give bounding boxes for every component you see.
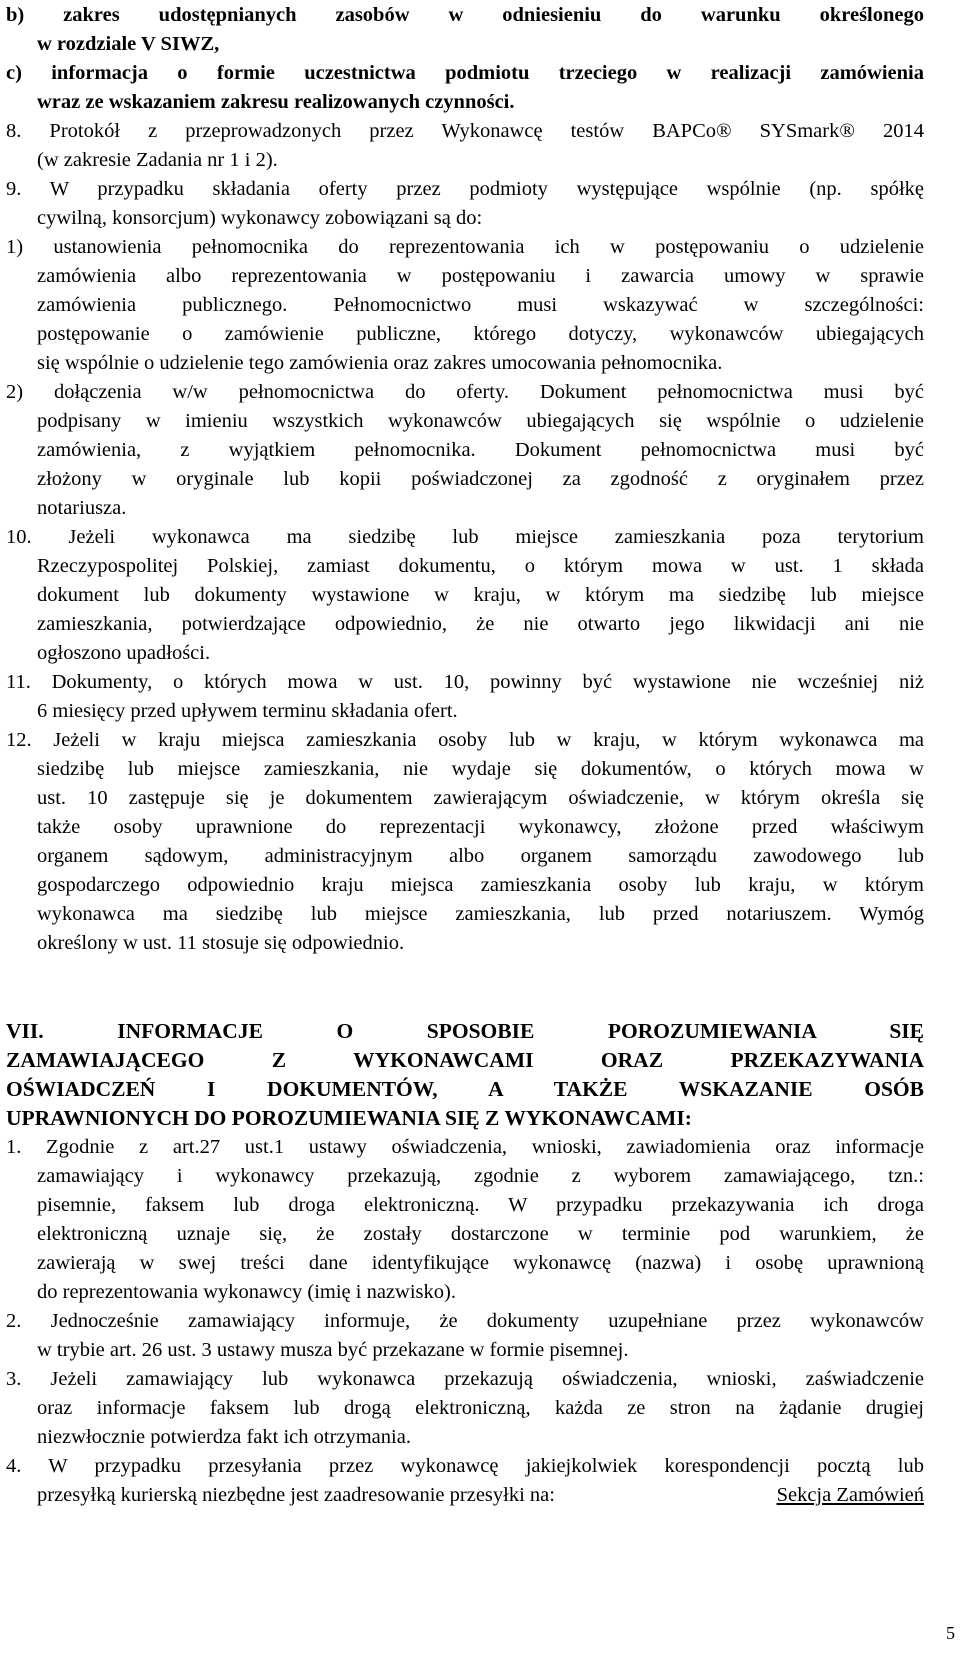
paragraph-line: 9. W przypadku składania oferty przez podmioty występujące wspólnie (np. spółkę: [6, 178, 924, 200]
paragraph-line: 3. Jeżeli zamawiający lub wykonawca przekazują oświadczenia, wnioski, zaświadczenie: [6, 1368, 924, 1390]
paragraph-line: do reprezentowania wykonawcy (imię i nazwisko).: [37, 1281, 456, 1303]
paragraph-line: c) informacja o formie uczestnictwa podmiotu trzeciego w realizacji zamówienia: [6, 62, 924, 84]
paragraph-line: podpisany w imieniu wszystkich wykonawców ubiegających się wspólnie o udzielenie: [37, 410, 924, 432]
paragraph-line: 6 miesięcy przed upływem terminu składania ofert.: [37, 700, 458, 722]
paragraph-line: określony w ust. 11 stosuje się odpowiednio.: [37, 932, 405, 954]
paragraph-line: wykonawca ma siedzibę lub miejsce zamieszkania, lub przed notariuszem. Wymóg: [37, 903, 924, 925]
address-intro: przesyłką kurierską niezbędne jest zaadresowanie przesyłki na:: [37, 1484, 555, 1506]
paragraph-line: notariusza.: [37, 497, 127, 519]
page-number: 5: [946, 1623, 955, 1643]
paragraph-line: 12. Jeżeli w kraju miejsca zamieszkania osoby lub w kraju, w którym wykonawca ma: [6, 729, 924, 751]
paragraph-line: pisemnie, faksem lub droga elektroniczną. W przypadku przekazywania ich droga: [37, 1194, 924, 1216]
paragraph-line: 4. W przypadku przesyłania przez wykonawcę jakiejkolwiek korespondencji pocztą lub: [6, 1455, 924, 1477]
paragraph-line: także osoby uprawnione do reprezentacji wykonawcy, złożone przed właściwym: [37, 816, 924, 838]
paragraph-line: w trybie art. 26 ust. 3 ustawy musza być przekazane w formie pisemnej.: [37, 1339, 629, 1361]
paragraph-line: ust. 10 zastępuje się je dokumentem zawierającym oświadczenie, w którym określa się: [37, 787, 924, 809]
paragraph-line: wraz ze wskazaniem zakresu realizowanych czynności.: [37, 91, 515, 113]
paragraph-line: 11. Dokumenty, o których mowa w ust. 10, powinny być wystawione nie wcześniej niż: [6, 671, 924, 693]
paragraph-line: zamieszkania, potwierdzające odpowiednio, że nie otwarto jego likwidacji ani nie: [37, 613, 924, 635]
paragraph-line: 2. Jednocześnie zamawiający informuje, że dokumenty uzupełniane przez wykonawców: [6, 1310, 924, 1332]
section-heading: UPRAWNIONYCH DO POROZUMIEWANIA SIĘ Z WYKONAWCAMI:: [6, 1106, 692, 1130]
paragraph-line: 1) ustanowienia pełnomocnika do reprezentowania ich w postępowaniu o udzielenie: [6, 236, 924, 258]
section-heading: VII. INFORMACJE O SPOSOBIE POROZUMIEWANIA SIĘ: [6, 1019, 924, 1043]
paragraph-line: gospodarczego odpowiednio kraju miejsca zamieszkania osoby lub kraju, w którym: [37, 874, 924, 896]
paragraph-line: cywilną, konsorcjum) wykonawcy zobowiązani są do:: [37, 207, 483, 229]
paragraph-line: zamówienia, z wyjątkiem pełnomocnika. Dokument pełnomocnictwa musi być: [37, 439, 924, 461]
paragraph-line: 10. Jeżeli wykonawca ma siedzibę lub miejsce zamieszkania poza terytorium: [6, 526, 924, 548]
paragraph-line: zamawiający i wykonawcy przekazują, zgodnie z wyborem zamawiającego, tzn.:: [37, 1165, 924, 1187]
paragraph-line: (w zakresie Zadania nr 1 i 2).: [37, 149, 278, 171]
section-heading: OŚWIADCZEŃ I DOKUMENTÓW, A TAKŻE WSKAZANIE OSÓB: [6, 1077, 924, 1101]
paragraph-line: w rozdziale V SIWZ,: [37, 33, 220, 55]
paragraph-line: oraz informacje faksem lub drogą elektroniczną, każda ze stron na żądanie drugiej: [37, 1397, 924, 1419]
paragraph-line: zamówienia publicznego. Pełnomocnictwo musi wskazywać w szczególności:: [37, 294, 924, 316]
paragraph-line: dokument lub dokumenty wystawione w kraju, w którym ma siedzibę lub miejsce: [37, 584, 924, 606]
paragraph-line: b) zakres udostępnianych zasobów w odniesieniu do warunku określonego: [6, 4, 924, 26]
paragraph-line: 1. Zgodnie z art.27 ust.1 ustawy oświadczenia, wnioski, zawiadomienia oraz informacje: [6, 1136, 924, 1158]
paragraph-line: niezwłocznie potwierdza fakt ich otrzymania.: [37, 1426, 411, 1448]
paragraph-line: elektroniczną uznaje się, że zostały dostarczone w terminie pod warunkiem, że: [37, 1223, 924, 1245]
paragraph-line: złożony w oryginale lub kopii poświadczonej za zgodność z oryginałem przez: [37, 468, 924, 490]
paragraph-line: ogłoszono upadłości.: [37, 642, 211, 664]
paragraph-line: postępowanie o zamówienie publiczne, którego dotyczy, wykonawców ubiegających: [37, 323, 924, 345]
paragraph-line: zamówienia albo reprezentowania w postępowaniu i zawarcia umowy w sprawie: [37, 265, 924, 287]
paragraph-line: 2) dołączenia w/w pełnomocnictwa do oferty. Dokument pełnomocnictwa musi być: [6, 381, 924, 403]
paragraph-line: się wspólnie o udzielenie tego zamówienia oraz zakres umocowania pełnomocnika.: [37, 352, 723, 374]
paragraph-line: siedzibę lub miejsce zamieszkania, nie wydaje się dokumentów, o których mowa w: [37, 758, 924, 780]
paragraph-line: zawierają w swej treści dane identyfikujące wykonawcę (nazwa) i osobę uprawnioną: [37, 1252, 924, 1274]
paragraph-line: 8. Protokół z przeprowadzonych przez Wykonawcę testów BAPCo® SYSmark® 2014: [6, 120, 924, 142]
paragraph-line: organem sądowym, administracyjnym albo organem samorządu zawodowego lub: [37, 845, 924, 867]
paragraph-line: [37, 1480, 924, 1510]
paragraph-line: Rzeczypospolitej Polskiej, zamiast dokumentu, o którym mowa w ust. 1 składa: [37, 555, 924, 577]
section-heading: ZAMAWIAJĄCEGO Z WYKONAWCAMI ORAZ PRZEKAZYWANIA: [6, 1048, 924, 1072]
address-underlined: Sekcja Zamówień: [776, 1484, 924, 1506]
